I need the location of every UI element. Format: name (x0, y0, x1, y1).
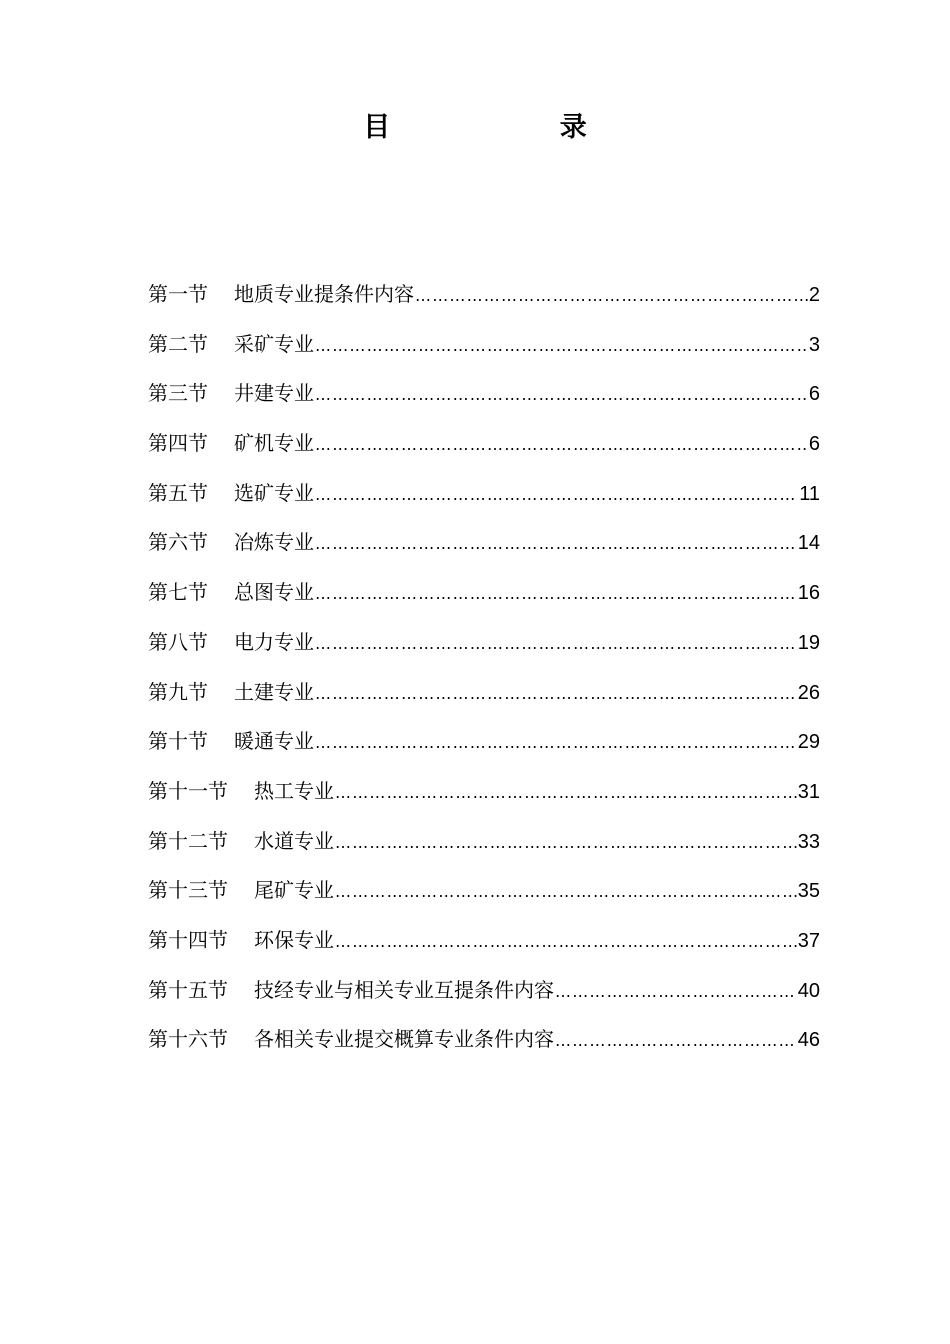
toc-page-number: 2 (808, 284, 820, 306)
toc-entry-title: 热工专业 (254, 778, 334, 803)
toc-section-number: 第六节 (148, 530, 208, 555)
toc-dot-leader (315, 528, 797, 560)
page-title: 目 录 (363, 112, 667, 143)
toc-entry-title: 各相关专业提交概算专业条件内容 (254, 1027, 554, 1052)
toc-entry-title: 矿机专业 (234, 431, 314, 456)
toc-entry[interactable] (148, 576, 820, 626)
toc-entry[interactable] (148, 775, 820, 825)
toc-section-number: 第七节 (148, 580, 208, 605)
toc-entry[interactable] (148, 278, 820, 328)
toc-entry[interactable] (148, 427, 820, 477)
toc-entry[interactable] (148, 377, 820, 427)
toc-dot-leader (315, 379, 808, 411)
toc-section-number: 第十六节 (148, 1027, 228, 1052)
toc-entry-title: 采矿专业 (234, 331, 314, 356)
toc-section-number: 第二节 (148, 331, 208, 356)
toc-entry-title: 尾矿专业 (254, 878, 334, 903)
toc-section-number: 第十二节 (148, 828, 228, 853)
toc-page-number: 46 (797, 1029, 820, 1052)
toc-entry[interactable] (148, 974, 820, 1024)
toc-section-number: 第十四节 (148, 927, 228, 952)
toc-entry-title: 环保专业 (254, 927, 334, 952)
toc-page-number: 40 (797, 979, 820, 1002)
toc-entry[interactable] (148, 626, 820, 676)
table-of-contents (148, 278, 820, 1073)
toc-section-number: 第十节 (148, 729, 208, 754)
toc-page-number: 16 (797, 582, 820, 605)
toc-entry-title: 总图专业 (234, 580, 314, 605)
toc-page-number: 11 (799, 482, 820, 505)
toc-section-number: 第三节 (148, 381, 208, 406)
toc-entry-title: 暖通专业 (234, 729, 314, 754)
toc-dot-leader (315, 628, 797, 660)
toc-entry[interactable] (148, 725, 820, 775)
toc-page-number: 29 (797, 731, 820, 754)
toc-entry[interactable] (148, 825, 820, 875)
toc-entry[interactable] (148, 1023, 820, 1073)
toc-dot-leader (555, 976, 797, 1008)
toc-dot-leader (315, 330, 808, 362)
toc-entry[interactable] (148, 328, 820, 378)
toc-entry[interactable] (148, 477, 820, 527)
toc-page-number: 26 (797, 681, 820, 704)
toc-section-number: 第八节 (148, 629, 208, 654)
toc-entry-title: 土建专业 (234, 679, 314, 704)
toc-entry[interactable] (148, 874, 820, 924)
toc-entry-title: 地质专业提条件内容 (234, 282, 414, 306)
toc-page-number: 19 (797, 631, 820, 654)
toc-entry-title: 水道专业 (254, 828, 334, 853)
toc-page-number: 31 (797, 780, 820, 803)
toc-entry[interactable] (148, 924, 820, 974)
toc-section-number: 第十五节 (148, 977, 228, 1002)
toc-entry-title: 冶炼专业 (234, 530, 314, 555)
toc-dot-leader (315, 578, 797, 610)
toc-page-number: 3 (808, 333, 820, 356)
toc-dot-leader (315, 678, 797, 710)
toc-section-number: 第五节 (148, 480, 208, 505)
toc-page-number: 6 (808, 383, 820, 406)
toc-dot-leader (335, 926, 797, 958)
toc-section-number: 第一节 (148, 282, 208, 306)
toc-dot-leader (555, 1025, 797, 1057)
toc-page-number: 37 (797, 929, 820, 952)
toc-dot-leader (315, 429, 808, 461)
toc-page-number: 33 (797, 830, 820, 853)
toc-page-number: 6 (808, 433, 820, 456)
toc-entry-title: 井建专业 (234, 381, 314, 406)
toc-dot-leader (335, 777, 797, 809)
toc-dot-leader (315, 727, 797, 759)
toc-section-number: 第十一节 (148, 778, 228, 803)
toc-entry[interactable] (148, 676, 820, 726)
toc-dot-leader (335, 876, 797, 908)
toc-entry[interactable] (148, 526, 820, 576)
toc-dot-leader (335, 827, 797, 859)
toc-entry-title: 技经专业与相关专业互提条件内容 (254, 977, 554, 1002)
toc-section-number: 第九节 (148, 679, 208, 704)
toc-dot-leader (315, 479, 798, 511)
toc-entry-title: 选矿专业 (234, 480, 314, 505)
toc-page-number: 14 (797, 532, 820, 555)
toc-dot-leader (415, 280, 808, 312)
toc-entry-title: 电力专业 (234, 629, 314, 654)
toc-page-number: 35 (797, 880, 820, 903)
toc-section-number: 第十三节 (148, 878, 228, 903)
toc-section-number: 第四节 (148, 431, 208, 456)
